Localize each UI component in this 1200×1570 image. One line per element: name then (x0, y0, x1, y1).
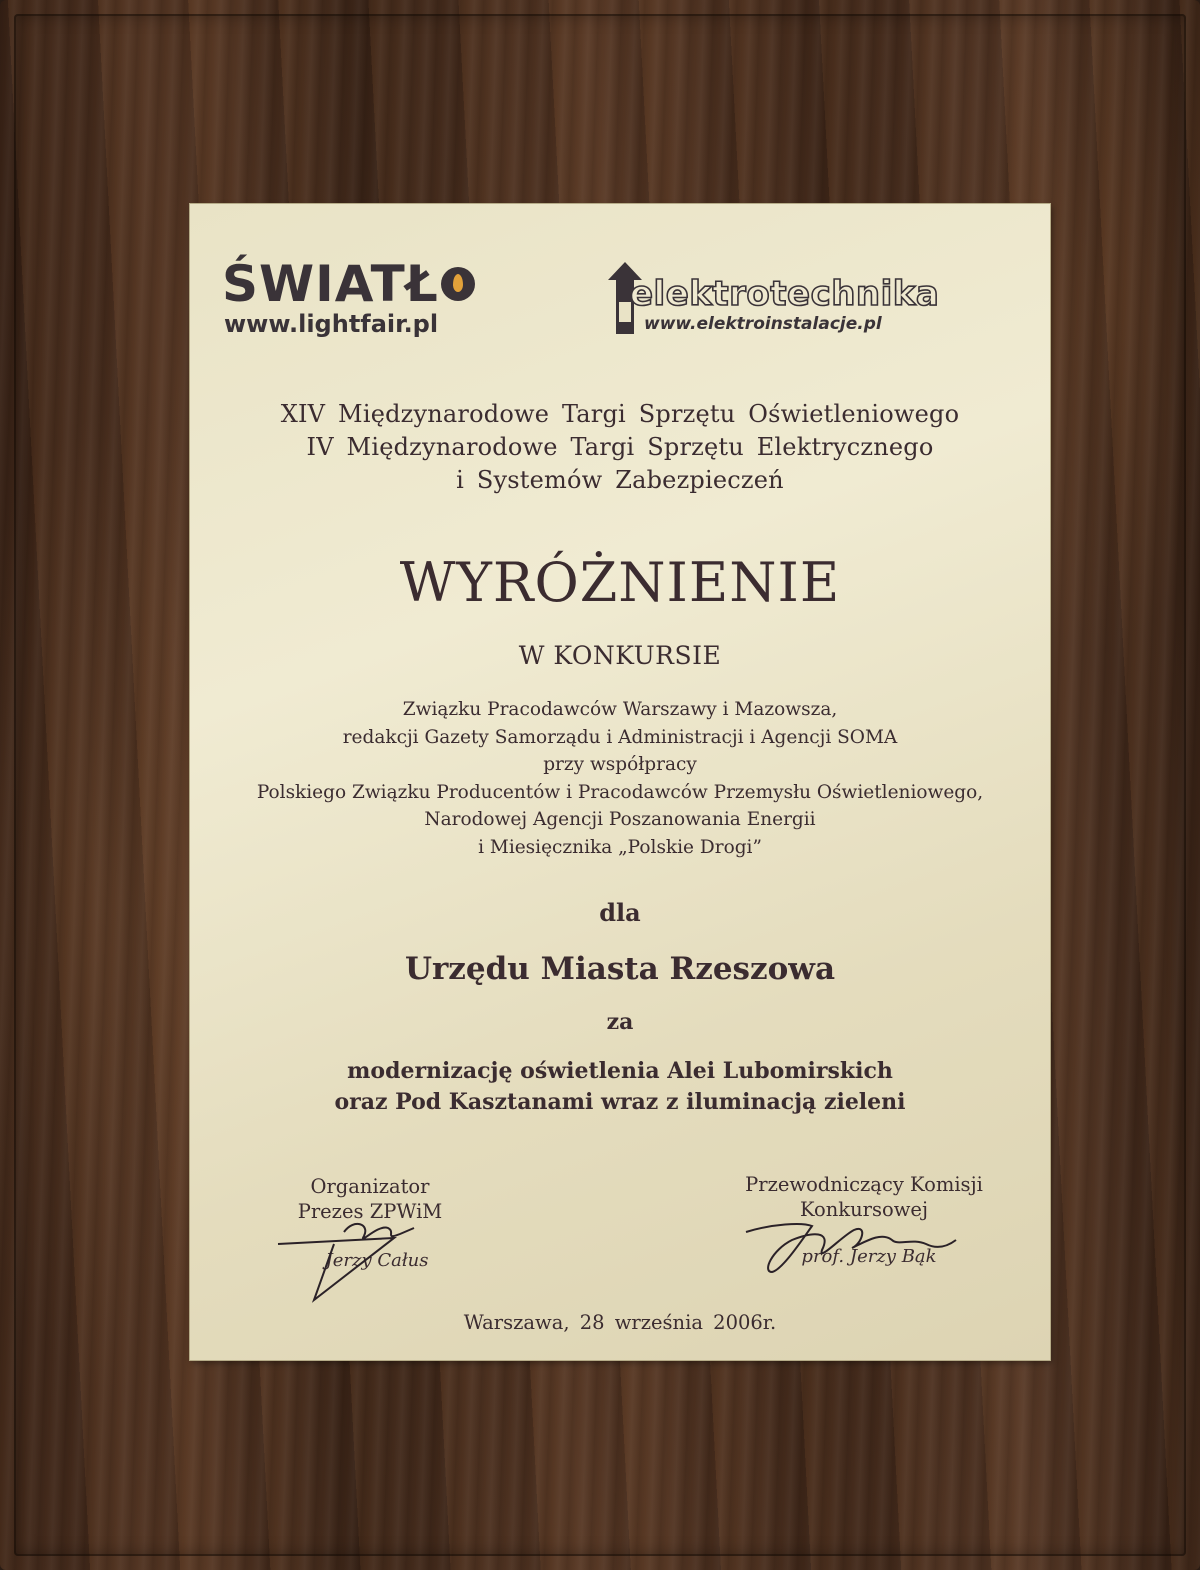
reason-line: modernizację oświetlenia Alei Lubomirskich (347, 1058, 893, 1084)
organizer-line: przy współpracy (543, 754, 697, 775)
za-label: za (606, 1009, 634, 1035)
fair-line: XIV Międzynarodowe Targi Sprzętu Oświetleniowego (280, 400, 960, 428)
fair-line: i Systemów Zabezpieczeń (456, 466, 784, 494)
signature-organizer (260, 1174, 480, 1273)
signature-name: prof. Jerzy Bąk (801, 1246, 937, 1267)
signature-role: Konkursowej (799, 1198, 929, 1221)
elektrotechnika-wordmark: elektrotechnika (630, 274, 940, 314)
reason-line: oraz Pod Kasztanami wraz z iluminacją zieleni (334, 1089, 906, 1115)
award-title: WYRÓŻNIENIE (399, 551, 841, 614)
swiatlo-url: www.lightfair.pl (224, 310, 439, 338)
fair-line: IV Międzynarodowe Targi Sprzętu Elektrycznego (306, 433, 934, 461)
signature-role: Organizator (310, 1175, 430, 1198)
swiatlo-logo (222, 254, 475, 338)
logo-row (190, 254, 1050, 354)
certificate-plate (190, 204, 1050, 1360)
organizers-list (190, 696, 1050, 861)
signature-role: Prezes ZPWiM (297, 1200, 443, 1223)
place-date: Warszawa, 28 września 2006r. (463, 1311, 777, 1334)
award-subtitle: W KONKURSIE (518, 641, 722, 670)
organizer-line: Związku Pracodawców Warszawy i Mazowsza, (402, 699, 838, 720)
recipient-name: Urzędu Miasta Rzeszowa (404, 951, 836, 987)
elektrotechnika-url: www.elektroinstalacje.pl (644, 314, 882, 334)
organizer-line: Polskiego Związku Producentów i Pracodawców Przemysłu Oświetleniowego, (256, 781, 984, 803)
organizer-line: redakcji Gazety Samorządu i Administracji i Agencji SOMA (342, 726, 898, 748)
signature-role: Przewodniczący Komisji (745, 1173, 983, 1196)
organizer-line: Narodowej Agencji Poszanowania Energii (424, 809, 816, 830)
swiatlo-wordmark (222, 254, 475, 314)
signature-chair (728, 1172, 1000, 1269)
dla-label: dla (599, 898, 641, 927)
signature-name: Jerzy Całus (325, 1250, 429, 1271)
flame-icon (441, 267, 475, 301)
elektrotechnika-logo (608, 262, 1028, 352)
fair-title (190, 398, 1050, 497)
swiatlo-name: ŚWIATŁ (222, 255, 439, 313)
organizer-line: i Miesięcznika „Polskie Drogi” (478, 836, 762, 858)
award-reason (190, 1056, 1050, 1118)
